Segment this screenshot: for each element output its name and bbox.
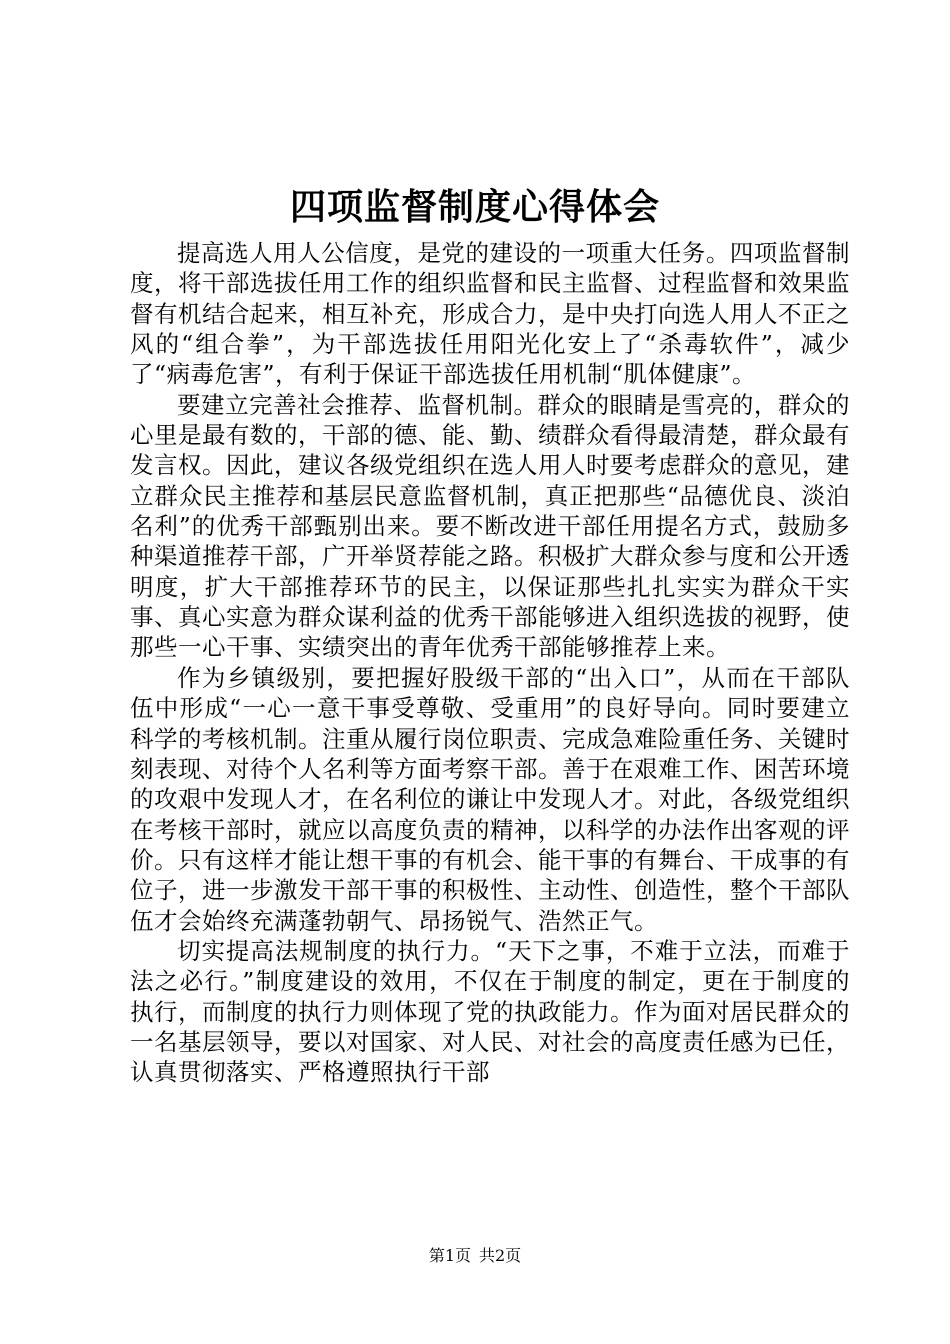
paragraph-3: 作为乡镇级别，要把握好股级干部的“出入口”，从而在干部队伍中形成“一心一意干事受尊敬、受重用”的良好导向。同时要建立科学的考核机制。注重从履行岗位职责、完成急难险重任务、关键时刻表现、对待个人名利等方面考察干部。善于在艰难工作、困苦环境的攻艰中发现人才，在名利位的谦让中发现人才。对此，各级党组织在考核干部时，就应以高度负责的精神，以科学的办法作出客观的评价。只有这样才能让想干事的有机会、能干事的有舞台、干成事的有位子，进一步激发干部干事的积极性、主动性、创造性，整个干部队伍才会始终充满蓬勃朝气、昂扬锐气、浩然正气。	[130, 663, 850, 935]
page-number: 第1页	[428, 1246, 471, 1265]
page-footer	[0, 1246, 950, 1266]
paragraph-2: 要建立完善社会推荐、监督机制。群众的眼睛是雪亮的，群众的心里是最有数的，干部的德、能、勤、绩群众看得最清楚，群众最有发言权。因此，建议各级党组织在选人用人时要考虑群众的意见，建立群众民主推荐和基层民意监督机制，真正把那些“品德优良、淡泊名利”的优秀干部甄别出来。要不断改进干部任用提名方式，鼓励多种渠道推荐干部，广开举贤荐能之路。积极扩大群众参与度和公开透明度，扩大干部推荐环节的民主，以保证那些扎扎实实为群众干实事、真心实意为群众谋利益的优秀干部能够进入组织选拔的视野，使那些一心干事、实绩突出的青年优秀干部能够推荐上来。	[130, 390, 850, 662]
document-body	[130, 238, 850, 1088]
paragraph-4: 切实提高法规制度的执行力。“天下之事，不难于立法，而难于法之必行。”制度建设的效用，不仅在于制度的制定，更在于制度的执行，而制度的执行力则体现了党的执政能力。作为面对居民群众的一名基层领导，要以对国家、对人民、对社会的高度责任感为已任，认真贯彻落实、严格遵照执行干部	[130, 936, 850, 1087]
page-title: 四项监督制度心得体会	[289, 187, 660, 228]
paragraph-1: 提高选人用人公信度，是党的建设的一项重大任务。四项监督制度，将干部选拔任用工作的组织监督和民主监督、过程监督和效果监督有机结合起来，相互补充，形成合力，是中央打向选人用人不正之风的“组合拳”，为干部选拔任用阳光化安上了“杀毒软件”，减少了“病毒危害”，有利于保证干部选拔任用机制“肌体健康”。	[130, 239, 850, 389]
page-total: 共2页	[479, 1246, 522, 1265]
